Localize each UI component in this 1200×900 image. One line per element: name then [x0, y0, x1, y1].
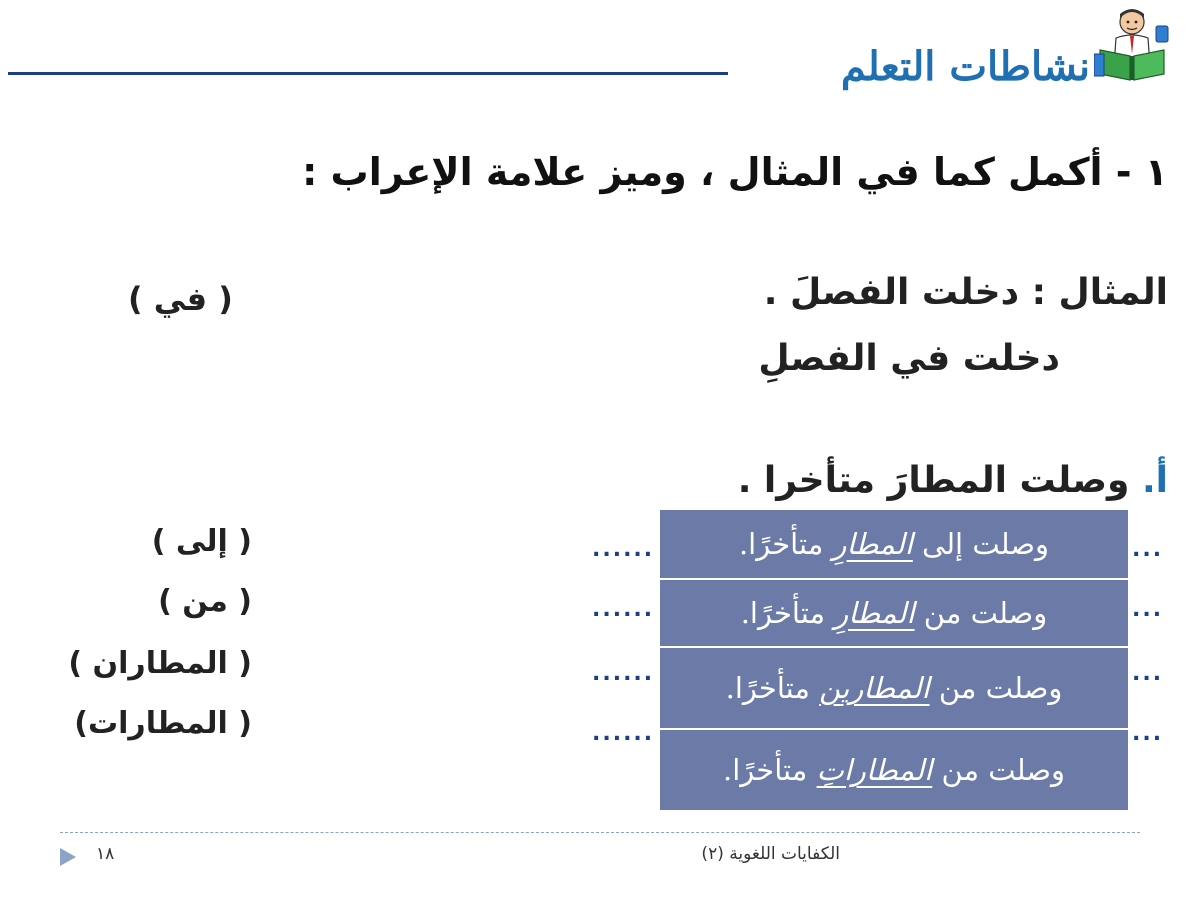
answer-after: متأخرًا. — [725, 671, 810, 705]
footer-divider — [60, 832, 1140, 833]
answer-row — [660, 648, 1128, 728]
answer-row — [660, 730, 1128, 810]
answer-before: وصلت إلى — [922, 527, 1050, 561]
answer-highlight-word: المطارِ — [832, 527, 913, 561]
hint-min: ( من ) — [158, 584, 252, 619]
example-sentence: دخلت الفصلَ . — [763, 272, 1020, 313]
play-arrow-icon[interactable] — [58, 846, 78, 868]
answer-blank-dots: ...... — [592, 597, 655, 622]
page-header — [841, 36, 1090, 96]
hint-mataran: ( المطاران ) — [68, 646, 252, 681]
item-sentence: وصلت المطارَ متأخرا . — [737, 460, 1130, 501]
hint-matarat: ( المطارات) — [74, 706, 252, 741]
man-reading-book-icon — [1094, 4, 1170, 84]
example-prefix: المثال : — [1031, 272, 1168, 313]
title-underline — [8, 72, 728, 75]
answer-row — [660, 580, 1128, 646]
answer-blank-dots: ... — [1132, 537, 1164, 562]
answer-before: وصلت من — [941, 753, 1065, 787]
example-answer: دخلت في الفصلِ — [758, 338, 1060, 379]
answer-after: متأخرًا. — [740, 596, 826, 630]
item-a-line — [738, 460, 1168, 501]
section-title: نشاطات التعلم — [840, 42, 1090, 90]
answer-blank-dots: ... — [1132, 661, 1164, 686]
answer-highlight-word: المطاراتِ — [816, 753, 933, 787]
answer-row — [660, 510, 1128, 578]
example-line — [764, 272, 1168, 313]
answer-highlight-word: المطارِ — [834, 596, 915, 630]
item-letter: أ. — [1141, 460, 1168, 501]
answer-before: وصلت من — [923, 596, 1048, 630]
answer-highlight-word: المطارين — [819, 671, 930, 705]
footer-course-title: الكفايات اللغوية (٢) — [701, 844, 840, 864]
answer-after: متأخرًا. — [723, 753, 808, 787]
page-number: ١٨ — [96, 844, 115, 864]
answer-table — [660, 510, 1128, 810]
answer-blank-dots: ...... — [592, 537, 655, 562]
exercise-instruction: ١ - أكمل كما في المثال ، وميز علامة الإعراب : — [302, 150, 1168, 194]
answer-blank-dots: ... — [1132, 721, 1164, 746]
answer-before: وصلت من — [938, 671, 1063, 705]
answer-blank-dots: ...... — [592, 721, 655, 746]
answer-blank-dots: ...... — [592, 661, 655, 686]
hint-ila: ( إلى ) — [151, 524, 252, 559]
example-tool-hint: ( في ) — [128, 280, 233, 318]
answer-after: متأخرًا. — [738, 527, 824, 561]
answer-blank-dots: ... — [1132, 597, 1164, 622]
